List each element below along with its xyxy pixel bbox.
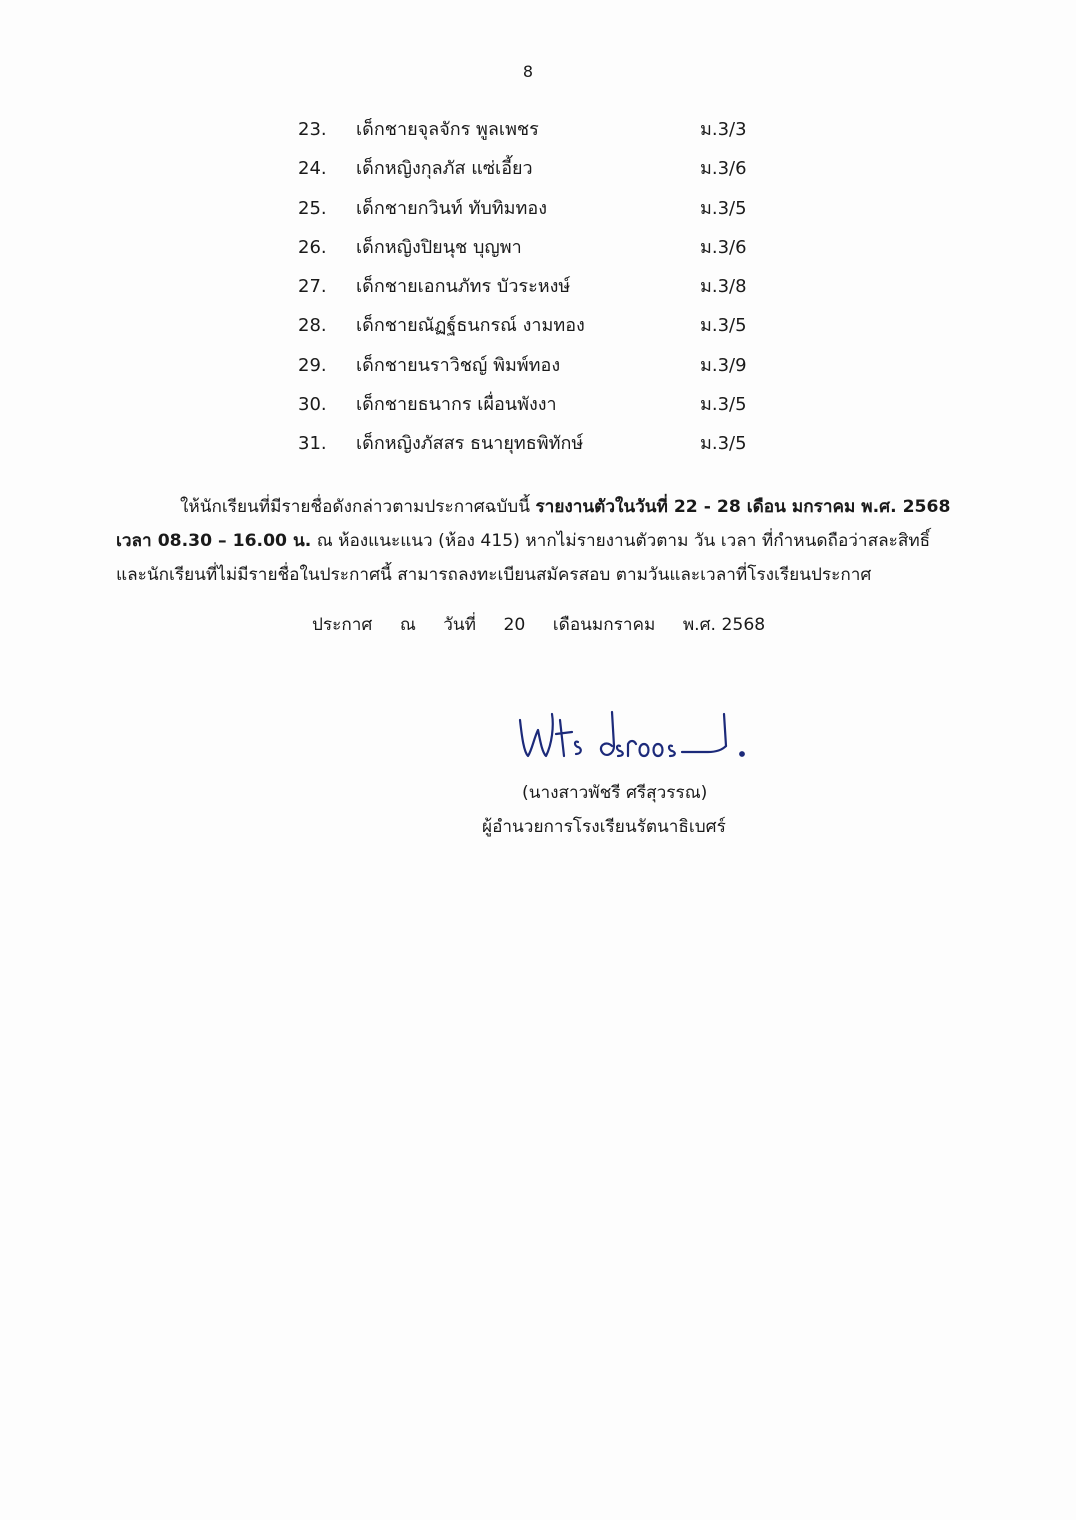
student-name: เด็กชายกวินท์ ทับทิมทอง <box>356 197 547 219</box>
student-name: เด็กชายธนากร เผื่อนพังงา <box>356 394 557 416</box>
student-class: ม.3/8 <box>700 276 747 298</box>
student-name: เด็กชายนราวิชญ์ พิมพ์ทอง <box>356 354 561 376</box>
announce-day-label: วันที่ <box>443 615 476 635</box>
student-row <box>298 391 758 430</box>
student-name: เด็กชายณัฏฐ์ธนกรณ์ งามทอง <box>356 315 585 337</box>
student-class: ม.3/5 <box>700 197 747 219</box>
announcement-date <box>312 610 787 640</box>
notice-text: ณ ห้องแนะแนว (ห้อง 415) หากไม่รายงานตัวตาม วัน เวลา ที่กำหนดถือว่าสละสิทธิ์ <box>311 531 931 551</box>
student-row <box>298 430 758 469</box>
student-class: ม.3/6 <box>700 158 747 180</box>
student-number: 25. <box>298 197 327 219</box>
student-row <box>298 234 758 273</box>
student-number: 30. <box>298 394 327 416</box>
student-row <box>298 116 758 155</box>
student-class: ม.3/3 <box>700 119 747 140</box>
student-class: ม.3/5 <box>700 315 747 337</box>
student-name: เด็กหญิงกุลภัส แซ่เอี้ยว <box>356 158 533 180</box>
signer-name: (นางสาวพัชรี ศรีสุวรรณ) <box>522 783 708 803</box>
notice-line-2 <box>116 524 946 558</box>
student-list <box>298 116 758 470</box>
announce-year: พ.ศ. 2568 <box>682 615 766 635</box>
student-number: 24. <box>298 158 327 180</box>
student-number: 31. <box>298 433 327 455</box>
notice-paragraph <box>116 490 951 592</box>
student-class: ม.3/5 <box>700 394 747 416</box>
notice-text: ให้นักเรียนที่มีรายชื่อดังกล่าวตามประกาศฉบับนี้ <box>180 497 536 517</box>
student-name: เด็กชายจุลจักร พูลเพชร <box>356 119 539 140</box>
page-number: 8 <box>522 62 534 81</box>
signer-position: ผู้อำนวยการโรงเรียนรัตนาธิเบศร์ <box>482 817 726 837</box>
student-row <box>298 155 758 194</box>
student-class: ม.3/5 <box>700 433 747 455</box>
student-number: 29. <box>298 354 327 376</box>
announce-at: ณ <box>399 615 416 635</box>
notice-line-3: และนักเรียนที่ไม่มีรายชื่อในประกาศนี้ สามารถลงทะเบียนสมัครสอบ ตามวันและเวลาที่โรงเรียนประกาศ <box>116 565 872 585</box>
handwritten-signature <box>512 700 762 770</box>
announce-label: ประกาศ <box>312 615 373 635</box>
student-number: 23. <box>298 119 327 140</box>
student-row <box>298 195 758 234</box>
report-time-text: เวลา 08.30 – 16.00 น. <box>116 531 312 551</box>
student-row <box>298 312 758 351</box>
student-row <box>298 273 758 312</box>
student-name: เด็กหญิงปิยนุช บุญพา <box>356 236 522 258</box>
student-number: 27. <box>298 276 327 298</box>
notice-line-1 <box>116 490 951 524</box>
announce-month: เดือนมกราคม <box>552 615 656 635</box>
student-number: 26. <box>298 236 327 258</box>
student-class: ม.3/6 <box>700 236 747 258</box>
student-number: 28. <box>298 315 327 337</box>
student-name: เด็กหญิงภัสสร ธนายุทธพิทักษ์ <box>356 433 584 455</box>
announce-day: 20 <box>503 615 526 635</box>
student-row <box>298 352 758 391</box>
report-dates-text: รายงานตัวในวันที่ 22 - 28 เดือน มกราคม พ.ศ. 2568 <box>535 497 951 517</box>
student-class: ม.3/9 <box>700 354 747 376</box>
student-name: เด็กชายเอกนภัทร บัวระหงษ์ <box>356 276 571 298</box>
